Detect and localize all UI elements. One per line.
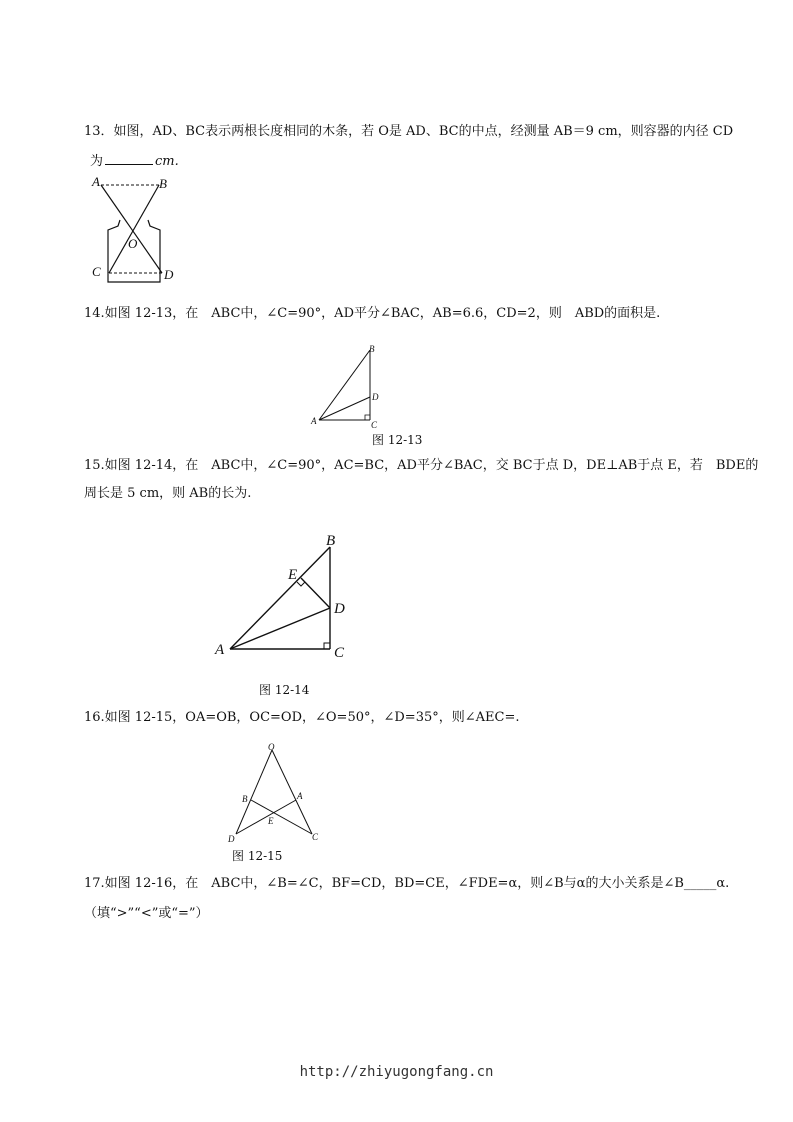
q14-label-a: A xyxy=(311,416,317,426)
q13-label-c: C xyxy=(92,264,101,279)
q16-label-a: A xyxy=(297,791,303,801)
q16-text: 16.如图 12-15，OA=OB，OC=OD，∠O=50°，∠D=35°，则∠AEC=. xyxy=(84,710,520,725)
q13-text-line1: 13．如图，AD、BC表示两根长度相同的木条，若 O是 AD、BC的中点，经测量 AB＝9 cm，则容器的内径 CD xyxy=(84,124,734,139)
q13-prefix: 为 xyxy=(90,154,104,169)
q15-triangle-figure xyxy=(210,526,360,666)
q15-label-e: E xyxy=(288,567,298,583)
q14-triangle-figure xyxy=(308,342,388,432)
q15-caption: 图 12-14 xyxy=(259,683,310,697)
q15-text-line1: 15.如图 12-14，在 ABC中，∠C=90°，AC=BC，AD平分∠BAC，交 BC于点 D，DE⊥AB于点 E，若 BDE的 xyxy=(84,458,759,473)
footer-url: http://zhiyugongfang.cn xyxy=(299,1064,494,1080)
q17-text-line2: （填“>”“<”或“=”） xyxy=(84,906,209,921)
q14-label-d: D xyxy=(372,392,379,402)
q13-label-o: O xyxy=(128,236,138,251)
q13-suffix: cm. xyxy=(155,154,179,169)
q13-label-b: B xyxy=(159,176,167,191)
q14-text: 14.如图 12-13，在 ABC中，∠C=90°，AD平分∠BAC，AB=6.6，CD=2，则 ABD的面积是. xyxy=(84,306,661,321)
q14-label-c: C xyxy=(371,420,378,430)
q13-container-figure xyxy=(86,172,176,288)
q13-answer-blank xyxy=(105,152,153,165)
q16-label-b: B xyxy=(242,794,248,804)
q16-triangle-figure xyxy=(226,740,326,848)
q13-label-a: A xyxy=(92,174,100,189)
q13-label-d: D xyxy=(164,267,174,282)
q16-label-d: D xyxy=(228,834,235,844)
q16-label-o: O xyxy=(268,742,275,752)
q14-label-b: B xyxy=(369,344,375,354)
q15-label-d: D xyxy=(334,601,345,617)
q14-caption: 图 12-13 xyxy=(372,433,423,447)
q15-label-b: B xyxy=(326,533,336,549)
q16-label-e: E xyxy=(268,816,274,826)
q15-label-c: C xyxy=(334,645,345,661)
q15-label-a: A xyxy=(215,642,225,658)
q16-caption: 图 12-15 xyxy=(232,849,283,863)
q16-label-c: C xyxy=(312,832,319,842)
q13-text-line2 xyxy=(90,152,179,170)
q17-text-line1: 17.如图 12-16，在 ABC中，∠B=∠C，BF=CD，BD=CE，∠FDE=α，则∠B与α的大小关系是∠B_____α. xyxy=(84,876,730,891)
q15-text-line2: 周长是 5 cm，则 AB的长为. xyxy=(84,486,252,501)
